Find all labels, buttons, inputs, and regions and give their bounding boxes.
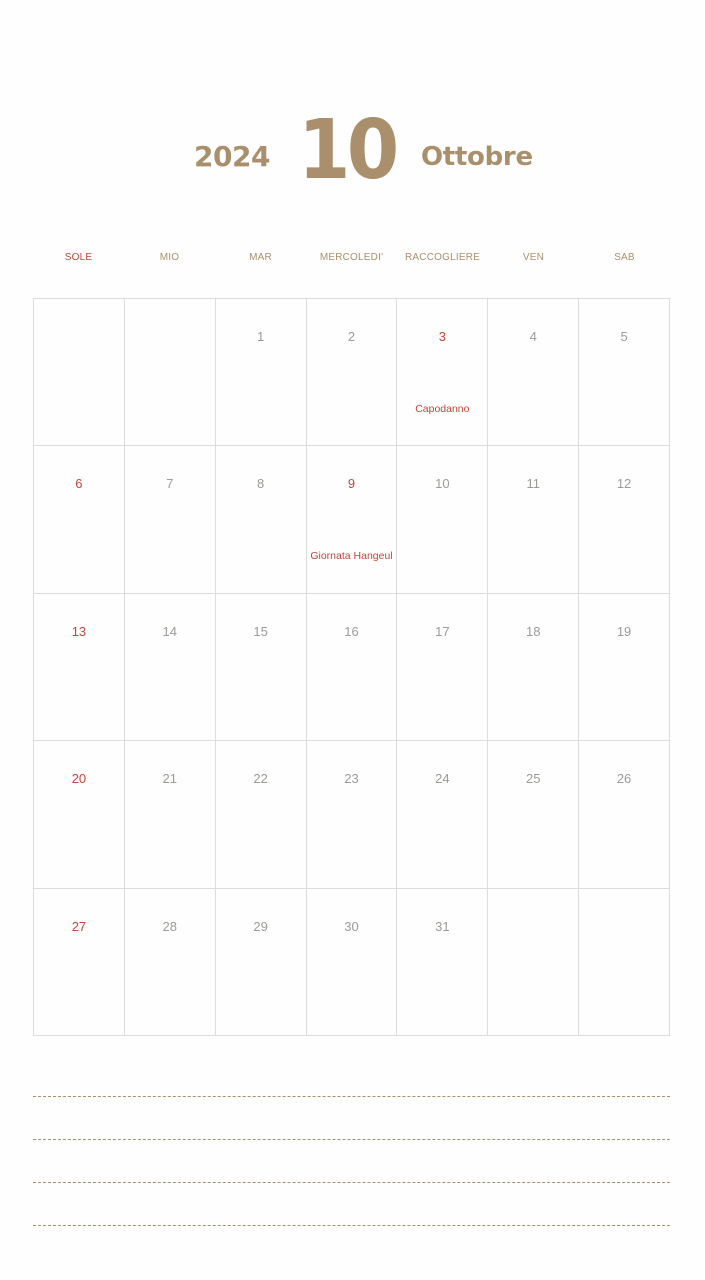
calendar-header <box>0 0 705 230</box>
day-number: 23 <box>344 771 359 787</box>
day-number: 10 <box>435 476 450 492</box>
day-number: 17 <box>435 623 450 639</box>
day-cell[interactable] <box>488 594 579 741</box>
note-line[interactable] <box>33 1096 670 1097</box>
day-cell[interactable] <box>488 446 579 593</box>
day-number: 31 <box>435 918 450 934</box>
day-cell[interactable] <box>216 446 307 593</box>
weekday-label: SAB <box>614 252 635 263</box>
day-cell[interactable] <box>579 594 670 741</box>
day-cell[interactable] <box>397 741 488 888</box>
day-cell[interactable] <box>579 299 670 446</box>
note-line[interactable] <box>33 1139 670 1140</box>
day-cell[interactable] <box>579 741 670 888</box>
empty-day-cell <box>488 889 579 1036</box>
day-number: 2 <box>347 329 356 344</box>
day-cell[interactable] <box>579 446 670 593</box>
day-number: 21 <box>162 771 177 787</box>
day-number: 3 <box>438 329 446 344</box>
day-cell[interactable] <box>488 299 579 446</box>
day-number: 29 <box>253 918 268 934</box>
weekday-label: MAR <box>249 252 272 263</box>
notes-area <box>33 1096 670 1268</box>
day-number: 19 <box>616 623 632 639</box>
day-number: 7 <box>166 476 174 492</box>
empty-day-cell <box>34 299 125 446</box>
day-number: 1 <box>257 329 265 344</box>
day-cell[interactable] <box>397 594 488 741</box>
day-number: 24 <box>435 771 450 787</box>
day-cell[interactable] <box>397 446 488 593</box>
day-cell[interactable] <box>34 889 125 1036</box>
day-cell[interactable] <box>307 299 398 446</box>
day-number: 16 <box>344 623 359 639</box>
day-number: 30 <box>344 918 359 934</box>
weekday-label: MIO <box>159 252 180 263</box>
weekday-label: RACCOGLIERE <box>405 252 480 263</box>
day-number: 27 <box>71 918 87 934</box>
day-cell[interactable] <box>307 889 398 1036</box>
day-cell[interactable] <box>216 889 307 1036</box>
day-cell[interactable] <box>216 299 307 446</box>
day-number: 14 <box>162 623 177 639</box>
day-cell[interactable] <box>307 741 398 888</box>
day-number: 28 <box>162 918 177 934</box>
year-label: 2024 <box>194 140 270 173</box>
weekday-label: VEN <box>522 252 545 263</box>
day-number: 11 <box>526 476 540 492</box>
month-number: 10 <box>298 103 396 198</box>
day-cell[interactable] <box>34 594 125 741</box>
day-cell[interactable] <box>488 741 579 888</box>
empty-day-cell <box>125 299 216 446</box>
day-number: 26 <box>616 771 632 787</box>
note-line[interactable] <box>33 1182 670 1183</box>
day-cell[interactable] <box>307 446 398 593</box>
day-number: 8 <box>257 476 265 492</box>
day-number: 4 <box>529 329 537 344</box>
day-number: 25 <box>525 771 541 787</box>
day-number: 6 <box>75 476 83 492</box>
day-number: 18 <box>525 623 541 639</box>
day-number: 22 <box>253 771 268 787</box>
month-name: Ottobre <box>421 142 533 172</box>
note-line[interactable] <box>33 1225 670 1226</box>
day-cell[interactable] <box>34 446 125 593</box>
day-cell[interactable] <box>307 594 398 741</box>
weekday-header-row <box>33 252 670 268</box>
holiday-label: Capodanno <box>415 403 470 415</box>
day-cell[interactable] <box>125 741 216 888</box>
day-cell[interactable] <box>34 741 125 888</box>
day-number: 9 <box>347 476 356 492</box>
day-cell[interactable] <box>216 594 307 741</box>
day-cell[interactable] <box>125 889 216 1036</box>
day-number: 5 <box>620 329 628 344</box>
day-number: 15 <box>253 623 268 639</box>
holiday-label: Giornata Hangeul <box>310 550 393 563</box>
day-cell[interactable] <box>125 446 216 593</box>
day-cell[interactable] <box>216 741 307 888</box>
weekday-label: SOLE <box>64 252 93 263</box>
day-cell[interactable] <box>125 594 216 741</box>
day-cell[interactable] <box>397 299 488 446</box>
day-number: 20 <box>71 771 87 787</box>
empty-day-cell <box>579 889 670 1036</box>
day-number: 13 <box>71 623 87 639</box>
weekday-label: MERCOLEDI' <box>319 252 384 263</box>
day-cell[interactable] <box>397 889 488 1036</box>
calendar-grid <box>33 298 670 1036</box>
day-number: 12 <box>616 476 632 492</box>
